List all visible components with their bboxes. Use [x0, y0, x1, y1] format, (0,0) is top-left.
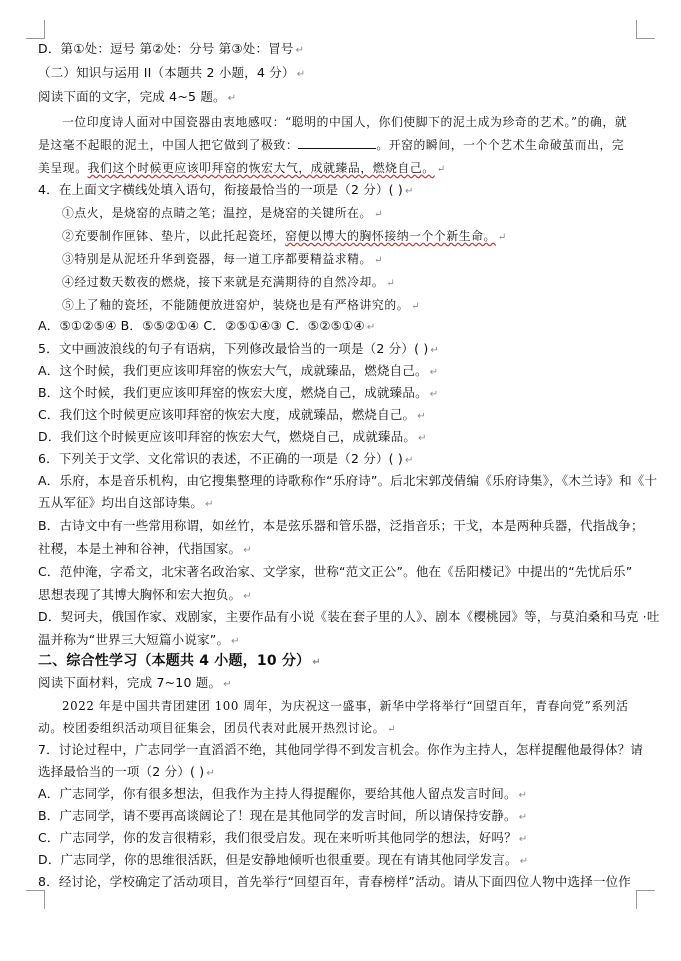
choice-a: A．乐府，本是音乐机构，由它搜集整理的诗歌称作“乐府诗”。后北宋郭茂倩编《乐府诗集》，《木兰诗》和《十 [38, 473, 658, 488]
choice-b: B．这个时候，我们更应该叩拜窑的恢宏大度，燃烧自己，成就臻品。 ↵ [38, 385, 439, 400]
passage-line: 动。校团委组织活动项目征集会，团员代表对此展开热烈讨论。 ↵ [38, 721, 397, 735]
question-6: 6．下列关于文学、文化常识的表述，不正确的一项是（2 分）( ) ↵ [38, 451, 414, 466]
passage-line: 美呈现。我们这个时候更应该叩拜窑的恢宏大气，成就臻品，燃烧自己。 ↵ [38, 161, 446, 175]
option-item: ①点火，是烧窑的点睛之笔；温控，是烧窑的关键所在。 ↵ [62, 206, 383, 220]
section-heading: （二）知识与运用 II（本题共 2 小题，4 分） ↵ [38, 65, 306, 80]
instruction: 阅读下面的文字，完成 4~5 题。 ↵ [38, 89, 237, 104]
option-item: ④经过数天数夜的燃烧，接下来就是充满期待的自然冷却。 ↵ [62, 275, 396, 289]
question-7-cont: 选择最恰当的一项（2 分）( ) ↵ [38, 764, 215, 779]
choice-a-cont: 五从军征》均出自这部诗集。 ↵ [38, 495, 214, 510]
question-8: 8．经讨论，学校确定了活动项目，首先举行“回望百年，青春榜样”活动。请从下面四位人物中选择一位作 [38, 874, 632, 889]
crop-mark-top-left [26, 20, 45, 39]
answer-choices: A．⑤①②⑤④ B．⑤⑤②①④ C．②⑤①④③ C．⑤②⑤①④ ↵ [38, 318, 376, 333]
choice-b: B．广志同学，请不要再高谈阔论了！现在是其他同学的发言时间，所以请保持安静。 ↵ [38, 808, 528, 823]
fill-blank [298, 137, 376, 149]
passage-line: 是这毫不起眼的泥土，中国人把它做到了极致： 。开窑的瞬间，一个个艺术生命破茧而出，完 [38, 138, 625, 152]
question-4: 4．在上面文字横线处填入语句，衔接最恰当的一项是（2 分）( ) ↵ [38, 182, 414, 197]
crop-mark-bottom-left [26, 890, 45, 909]
crop-mark-top-right [636, 20, 655, 39]
option-item: ②充要制作匣钵、垫片，以此托起瓷坯，窑便以博大的胸怀接纳一个个新生命。 ↵ [62, 229, 507, 243]
choice-c: C．范仲淹，字希文，北宋著名政治家、文学家，世称“范文正公”。他在《岳阳楼记》中提出的“先忧后乐” [38, 564, 633, 579]
option-item: ③特别是从泥坯升华到瓷器，每一道工序都要精益求精。 ↵ [62, 252, 383, 266]
choice-a: A．这个时候，我们更应该叩拜窑的恢宏大气，成就臻品，燃烧自己。 ↵ [38, 363, 439, 378]
text-line: D．第①处：逗号 第②处：分号 第③处：冒号 ↵ [38, 41, 305, 56]
choice-c: C．广志同学，你的发言很精彩，我们很受启发。现在来听听其他同学的想法，好吗？ ↵ [38, 830, 528, 845]
choice-b: B．古诗文中有一些常用称谓，如丝竹，本是弦乐器和管乐器，泛指音乐；干戈，本是两种兵器，代指战争； [38, 518, 644, 533]
choice-d: D．广志同学，你的思维很活跃，但是安静地倾听也很重要。现在有请其他同学发言。 ↵ [38, 852, 529, 867]
question-7: 7．讨论过程中，广志同学一直滔滔不绝，其他同学得不到发言机会。你作为主持人，怎样提醒他最得体？请 [38, 742, 644, 757]
choice-a: A．广志同学，你有很多想法，但我作为主持人得提醒你，要给其他人留点发言时间。 ↵ [38, 786, 528, 801]
passage-line: 2022 年是中国共青团建团 100 周年，为庆祝这一盛事，新华中学将举行“回望百年，青春向党”系列活 [62, 699, 629, 713]
choice-b-cont: 社稷，本是土神和谷神，代指国家。 ↵ [38, 541, 252, 556]
passage-line: 一位印度诗人面对中国瓷器由衷地感叹：“聪明的中国人，你们使脚下的泥土成为珍奇的艺术。”的确，就 [62, 115, 628, 129]
instruction: 阅读下面材料，完成 7~10 题。 ↵ [38, 675, 232, 690]
question-5: 5．文中画波浪线的句子有语病，下列修改最恰当的一项是（2 分）( ) ↵ [38, 341, 440, 356]
crop-mark-bottom-right [636, 890, 655, 909]
section-heading: 二、综合性学习（本题共 4 小题，10 分） ↵ [38, 653, 321, 669]
choice-c: C．我们这个时候更应该叩拜窑的恢宏大度，成就臻品，燃烧自己。 ↵ [38, 407, 426, 422]
choice-d: D．契诃夫，俄国作家、戏剧家，主要作品有小说《装在套子里的人》、剧本《樱桃园》等，与莫泊桑和马克 ·吐 [38, 609, 660, 624]
wavy-underlined-sentence: 我们这个时候更应该叩拜窑的恢宏大气，成就臻品，燃烧自己。 [87, 161, 435, 175]
choice-d-cont: 温并称为“世界三大短篇小说家”。 ↵ [38, 632, 240, 647]
choice-d: D．我们这个时候更应该叩拜窑的恢宏大气，燃烧自己，成就臻品。 ↵ [38, 429, 427, 444]
option-item: ⑤上了釉的瓷坯，不能随便放进窑炉，装烧也是有严格讲究的。 ↵ [62, 298, 421, 312]
choice-c-cont: 思想表现了其博大胸怀和宏大抱负。 ↵ [38, 587, 252, 602]
